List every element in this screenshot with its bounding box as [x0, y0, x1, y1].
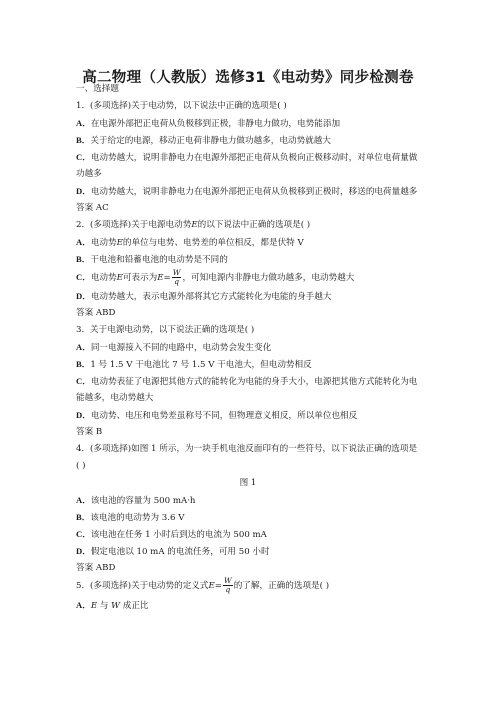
- option-text: 该电池的电动势为 3.6 V: [90, 513, 185, 523]
- option-text: ，可知电源内非静电力做功越多，电动势越大: [182, 273, 355, 283]
- q4-stem: 4．(多项选择)如图 1 所示，为一块手机电池反面印有的一些符号，以下说法正确的选项是: [76, 444, 418, 454]
- equation-lhs: E=: [157, 273, 171, 283]
- q1-stem: 1．(多项选择)关于电动势，以下说法中正确的选项是( ): [76, 101, 287, 111]
- variable-e: E: [116, 273, 123, 283]
- option-letter: B．: [76, 135, 91, 145]
- option-text: 电动势越大，说明非静电力在电源外部把正电荷从负极向正极移动时，对单位电荷量做: [90, 153, 418, 163]
- section-heading: 一、选择题: [76, 84, 119, 94]
- option-text: 与: [97, 601, 112, 611]
- q1-option-c: [76, 151, 436, 165]
- q2-answer: 答案 ABD: [76, 308, 116, 318]
- q1-option-d: [76, 185, 436, 199]
- fraction-w-over-q: [172, 269, 182, 286]
- q2-option-c: [76, 268, 436, 287]
- fraction-numerator: W: [223, 576, 232, 585]
- q4-answer: 答案 ABD: [76, 563, 116, 573]
- option-text: 可表示为: [122, 273, 158, 283]
- variable-e: E: [116, 238, 123, 248]
- option-text: 的单位与电势、电势差的单位相反，都是伏特 V: [122, 238, 304, 248]
- stem-text: 2．(多项选择)关于电源电动势: [76, 220, 192, 230]
- option-text: 电动势: [90, 238, 117, 248]
- q2-stem: [76, 219, 436, 232]
- q3-option-b: [76, 358, 436, 372]
- option-letter: C．: [76, 272, 91, 282]
- fraction-w-over-q: [223, 577, 233, 594]
- option-text: 电动势、电压和电势差虽称号不同，但物理意义相反，所以单位也相反: [90, 411, 358, 421]
- option-text: 在电源外部把正电荷从负极移到正极，非静电力做功，电势能添加: [90, 119, 341, 129]
- stem-text: 5．(多项选择)关于电动势的定义式: [76, 581, 209, 591]
- q4-option-c: [76, 528, 436, 542]
- option-text: 同一电源接入不同的电路中，电动势会发生变化: [90, 343, 272, 353]
- q4-option-d: [76, 545, 436, 559]
- fraction-denominator: q: [225, 585, 231, 594]
- option-text: 电动势: [90, 273, 117, 283]
- option-text: 该电池在任务 1 小时后到达的电流为 500 mA: [90, 530, 267, 540]
- q4-option-b: [76, 511, 436, 525]
- option-text: 电动势越大，说明非静电力在电源外部把正电荷从负极移到正极时，移送的电荷量越多: [90, 187, 418, 197]
- fraction-denominator: q: [174, 277, 180, 286]
- variable-e: E: [191, 220, 198, 230]
- q1-option-b: [76, 134, 436, 148]
- option-text: 假定电池以 10 mA 的电流任务，可用 50 小时: [90, 547, 270, 557]
- stem-text: 的了解，正确的选项是( ): [233, 581, 330, 591]
- option-text: 成正比: [120, 601, 149, 611]
- option-letter: D．: [76, 546, 91, 556]
- option-text: 电动势越大，表示电源外部将其它方式能转化为电能的身手越大: [90, 292, 332, 302]
- q2-option-d: [76, 290, 436, 304]
- option-letter: A．: [76, 118, 91, 128]
- q5-stem: [76, 577, 436, 595]
- figure-caption: 图 1: [239, 478, 257, 488]
- page-title: 高二物理（人教版）选修31《电动势》同步检测卷: [82, 70, 414, 86]
- option-text: 电动势表征了电源把其他方式的能转化为电能的身手大小，电源把其他方式能转化为电: [90, 377, 418, 387]
- option-text: 关于给定的电源，移动正电荷非静电力做功越多，电动势就越大: [90, 136, 331, 146]
- q2-option-b: [76, 253, 436, 267]
- variable-e: E: [90, 601, 98, 611]
- option-letter: A．: [76, 237, 91, 247]
- equation-lhs: E=: [208, 581, 222, 591]
- option-text: 1 号 1.5 V 干电池比 7 号 1.5 V 干电池大，但电动势相反: [90, 360, 312, 370]
- q4-option-a: [76, 494, 436, 508]
- q3-answer: 答案 B: [76, 427, 103, 437]
- q3-stem: 3．关于电源电动势，以下说法正确的选项是( ): [76, 325, 255, 335]
- option-letter: C．: [76, 529, 91, 539]
- option-letter: C．: [76, 152, 91, 162]
- q4-stem-continued: ( ): [76, 461, 86, 471]
- q1-option-a: [76, 117, 436, 131]
- q3-option-c-continued: 能越多，电动势越大: [76, 393, 154, 403]
- option-letter: A．: [76, 600, 91, 610]
- variable-w: W: [111, 601, 120, 611]
- q2-option-a: [76, 236, 436, 250]
- option-letter: C．: [76, 376, 91, 386]
- q1-answer: 答案 AC: [76, 203, 109, 213]
- option-letter: B．: [76, 359, 91, 369]
- option-letter: A．: [76, 342, 91, 352]
- option-letter: B．: [76, 512, 91, 522]
- option-letter: B．: [76, 254, 91, 264]
- option-text: 该电池的容量为 500 mA·h: [90, 496, 196, 506]
- fraction-numerator: W: [172, 268, 181, 277]
- stem-text: 的以下说法中正确的选项是( ): [197, 220, 311, 230]
- option-letter: D．: [76, 291, 91, 301]
- q3-option-c: [76, 375, 436, 389]
- q1-option-c-continued: 功越多: [76, 169, 102, 179]
- option-letter: D．: [76, 410, 91, 420]
- option-letter: A．: [76, 495, 91, 505]
- option-text: 干电池和铅蓄电池的电动势是不同的: [90, 255, 228, 265]
- option-letter: D．: [76, 186, 91, 196]
- q5-option-a: [76, 599, 436, 613]
- q3-option-d: [76, 409, 436, 423]
- q3-option-a: [76, 341, 436, 355]
